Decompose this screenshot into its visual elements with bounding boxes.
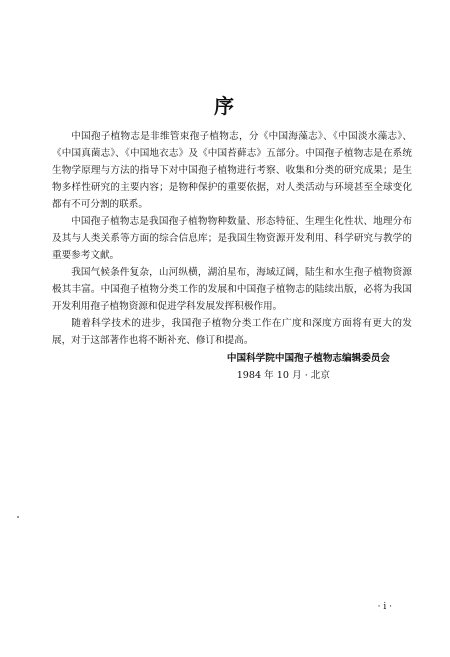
preface-body [52, 128, 412, 349]
paragraph: 中国孢子植物志是非维管束孢子植物志，分《中国海藻志》、《中国淡水藻志》、《中国真菌志》、《中国地衣志》及《中国苔藓志》五部分。中国孢子植物志是在系统生物学原理与方法的指导下对中国孢子植物进行考察、收集和分类的研究成果；是生物多样性研究的主要内容；是物种保护的重要依据，对人类活动与环境甚至全球变化都有不可分割的联系。 [52, 131, 412, 210]
page-number: · i · [377, 602, 392, 612]
signature-date: 1984 年 10 月 · 北京 [236, 370, 330, 381]
signature-block [227, 350, 390, 384]
preface-title: 序 [214, 94, 236, 118]
scan-speck [17, 516, 19, 518]
paragraph: 中国孢子植物志是我国孢子植物物种数量、形态特征、生理生化性状、地理分布及其与人类关系等方面的综合信息库；是我国生物资源开发利用、科学研究与教学的重要参考文献。 [52, 216, 412, 261]
signature-organization: 中国科学院中国孢子植物志编辑委员会 [226, 353, 390, 364]
paragraph: 我国气候条件复杂，山河纵横，湖泊星布，海域辽阔，陆生和水生孢子植物资源极其丰富。中国孢子植物分类工作的发展和中国孢子植物志的陆续出版，必将为我国开发利用孢子植物资源和促进学科发展发挥积极作用。 [52, 267, 412, 312]
paragraph: 随着科学技术的进步，我国孢子植物分类工作在广度和深度方面将有更大的发展，对于这部著作也将不断补充、修订和提高。 [52, 318, 412, 346]
